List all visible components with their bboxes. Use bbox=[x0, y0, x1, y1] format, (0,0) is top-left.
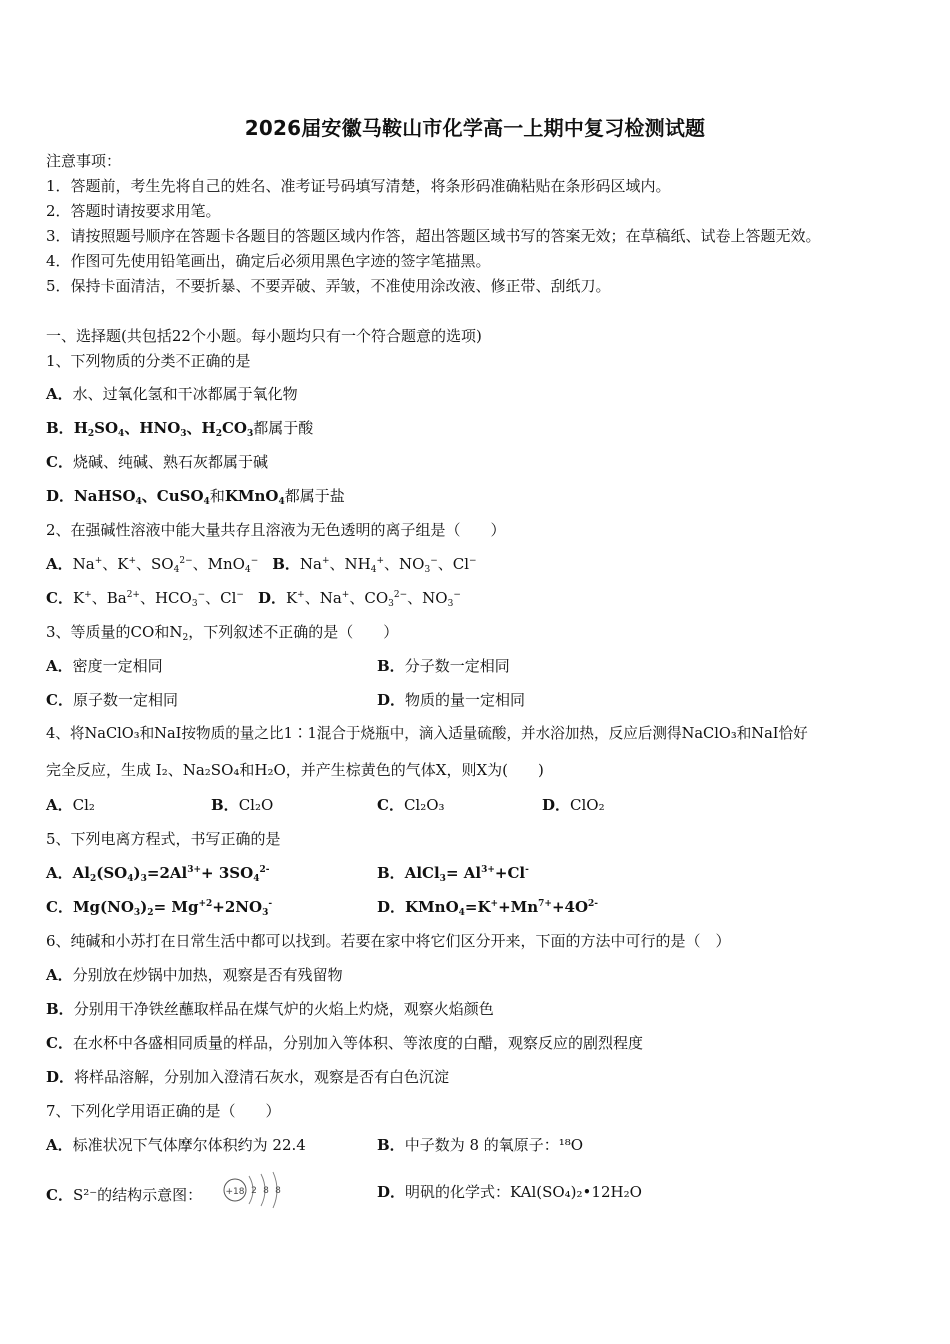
q4-option-a bbox=[46, 795, 95, 815]
q4-a-text: Cl₂ bbox=[72, 796, 95, 814]
q5-option-b bbox=[377, 863, 529, 883]
q3-d-label: D． bbox=[377, 691, 406, 709]
q6-option-a bbox=[46, 965, 343, 985]
q7-option-c bbox=[46, 1182, 287, 1210]
exam-title: 2026届安徽马鞍山市化学高一上期中复习检测试题 bbox=[244, 116, 706, 140]
q1-b-formula: $H_2SO_4$、$HNO_3$、$H_2CO_3$ bbox=[73, 419, 254, 439]
q5-b-text: AlCl$_3$= $Al^{3+}+Cl^-$ bbox=[404, 864, 529, 884]
q3-stem-pre: 3、等质量的CO和N bbox=[46, 623, 183, 641]
q3-b-text: 分子数一定相同 bbox=[404, 657, 510, 675]
q1-d-formula-2: KMnO$_4$ bbox=[224, 487, 285, 507]
q7-b-label: B． bbox=[377, 1136, 405, 1154]
q5-d-label: D． bbox=[377, 898, 406, 916]
q3-a-label: A． bbox=[46, 657, 73, 675]
q5-stem: 5、下列电离方程式，书写正确的是 bbox=[46, 830, 281, 848]
q4-option-c bbox=[377, 795, 445, 815]
q4-b-text: Cl₂O bbox=[238, 796, 274, 814]
q4-stem-line-2: 完全反应，生成 I₂、Na₂SO₄和H₂O，并产生棕黄色的气体X，则X为( ) bbox=[46, 761, 544, 779]
q2-stem: 2、在强碱性溶液中能大量共存且溶液为无色透明的离子组是（ ） bbox=[46, 521, 506, 539]
q1-b-label: B． bbox=[46, 419, 74, 437]
q7-d-text: 明矾的化学式：KAl(SO₄)₂•12H₂O bbox=[405, 1183, 642, 1201]
q2-options-ab bbox=[46, 554, 477, 574]
q3-option-b bbox=[377, 656, 510, 676]
q6-option-c bbox=[46, 1033, 643, 1053]
q1-c-label: C． bbox=[46, 453, 73, 471]
q1-option-c bbox=[46, 452, 268, 472]
q4-option-b bbox=[211, 795, 273, 815]
q2-d-text: K+、Na+、$CO_3^{2-}$、$NO_3^-$ bbox=[285, 589, 461, 609]
notice-item-5: 5．保持卡面清洁，不要折暴、不要弄破、弄皱，不准使用涂改液、修正带、刮纸刀。 bbox=[46, 277, 611, 295]
q6-b-label: B． bbox=[46, 1000, 74, 1018]
q6-a-text: 分别放在炒锅中加热，观察是否有残留物 bbox=[72, 966, 343, 984]
shell-electrons-3: 8 bbox=[275, 1186, 281, 1196]
q4-d-label: D． bbox=[542, 796, 571, 814]
q2-a-label: A． bbox=[46, 555, 73, 573]
q6-a-label: A． bbox=[46, 966, 73, 984]
notice-header: 注意事项： bbox=[46, 152, 122, 170]
q1-option-d bbox=[46, 486, 345, 506]
sulfide-ion-structure-diagram bbox=[221, 1170, 287, 1210]
q2-c-label: C． bbox=[46, 589, 73, 607]
q3-option-a bbox=[46, 656, 163, 676]
q7-d-label: D． bbox=[377, 1183, 406, 1201]
q7-a-text: 标准状况下气体摩尔体积约为 22.4 bbox=[72, 1136, 306, 1154]
q1-stem: 1、下列物质的分类不正确的是 bbox=[46, 352, 251, 370]
q5-c-label: C． bbox=[46, 898, 73, 916]
q2-b-text: Na+、$NH_4^+$、$NO_3^-$、Cl− bbox=[299, 555, 477, 575]
notice-item-2: 2．答题时请按要求用笔。 bbox=[46, 202, 221, 220]
q1-option-a bbox=[46, 384, 298, 404]
q4-c-text: Cl₂O₃ bbox=[403, 796, 445, 814]
section-header: 一、选择题(共包括22个小题。每小题均只有一个符合题意的选项) bbox=[46, 327, 482, 345]
q7-option-a bbox=[46, 1135, 306, 1155]
q7-b-text: 中子数为 8 的氧原子：¹⁸O bbox=[404, 1136, 584, 1154]
q5-d-text: $KMnO_4=K^++Mn^{7+}+4O^{2-}$ bbox=[405, 898, 599, 918]
q2-options-cd bbox=[46, 588, 461, 608]
q7-stem: 7、下列化学用语正确的是（ ） bbox=[46, 1102, 281, 1120]
q1-a-label: A． bbox=[46, 385, 73, 403]
q4-stem-line-1: 4、将NaClO₃和NaI按物质的量之比1∶1混合于烧瓶中，滴入适量硫酸，并水浴加热，反应后测得NaClO₃和NaI恰好 bbox=[46, 725, 808, 742]
q1-d-mid: 和 bbox=[209, 487, 225, 505]
notice-item-4: 4．作图可先使用铅笔画出，确定后必须用黑色字迹的签字笔描黑。 bbox=[46, 252, 491, 270]
q5-c-text: $Mg(NO_3)_2= Mg^{+2}+2NO_3^-$ bbox=[72, 898, 273, 918]
q7-option-b bbox=[377, 1135, 583, 1155]
q1-d-label: D． bbox=[46, 487, 75, 505]
q6-option-b bbox=[46, 999, 494, 1019]
q1-c-text: 烧碱、纯碱、熟石灰都属于碱 bbox=[72, 453, 268, 471]
q4-option-d bbox=[542, 795, 605, 815]
q6-c-text: 在水杯中各盛相同质量的样品，分别加入等体积、等浓度的白醋，观察反应的剧烈程度 bbox=[72, 1034, 643, 1052]
notice-item-3: 3．请按照题号顺序在答题卡各题目的答题区域内作答，超出答题区域书写的答案无效；在草稿纸、试卷上答题无效。 bbox=[46, 227, 821, 245]
q2-d-label: D． bbox=[257, 589, 286, 607]
q1-a-text: 水、过氧化氢和干冰都属于氧化物 bbox=[72, 385, 298, 403]
nucleus-charge: +18 bbox=[225, 1187, 245, 1197]
q1-d-formula: NaHSO$_4$、CuSO$_4$ bbox=[74, 487, 210, 507]
q6-d-text: 将样品溶解，分别加入澄清石灰水，观察是否有白色沉淀 bbox=[74, 1068, 450, 1086]
q6-option-d bbox=[46, 1067, 449, 1087]
q5-a-label: A． bbox=[46, 864, 73, 882]
q4-b-label: B． bbox=[211, 796, 239, 814]
q6-stem: 6、纯碱和小苏打在日常生活中都可以找到。若要在家中将它们区分开来，下面的方法中可行的是（ ） bbox=[46, 932, 731, 950]
q1-d-tail: 都属于盐 bbox=[284, 487, 345, 505]
q2-a-text: Na+、K+、$SO_4^{2-}$、MnO$_4$− bbox=[72, 555, 259, 575]
q6-d-label: D． bbox=[46, 1068, 75, 1086]
q3-b-label: B． bbox=[377, 657, 405, 675]
q7-c-label: C． bbox=[46, 1186, 73, 1204]
q7-c-text: S²⁻的结构示意图： bbox=[72, 1186, 203, 1204]
q3-c-text: 原子数一定相同 bbox=[72, 691, 178, 709]
q3-stem-post: ，下列叙述不正确的是（ ） bbox=[188, 623, 399, 641]
q3-c-label: C． bbox=[46, 691, 73, 709]
q4-a-label: A． bbox=[46, 796, 73, 814]
shell-electrons-2: 8 bbox=[263, 1186, 269, 1196]
q3-stem: 3、等质量的CO和$N_2$，下列叙述不正确的是（ ） bbox=[46, 623, 399, 643]
q1-b-tail: 都属于酸 bbox=[253, 419, 314, 437]
q3-d-text: 物质的量一定相同 bbox=[405, 691, 526, 709]
shell-electrons-1: 2 bbox=[251, 1186, 257, 1196]
q6-c-label: C． bbox=[46, 1034, 73, 1052]
q4-d-text: ClO₂ bbox=[570, 796, 605, 814]
q6-b-text: 分别用干净铁丝蘸取样品在煤气炉的火焰上灼烧，观察火焰颜色 bbox=[73, 1000, 494, 1018]
q5-a-text: $Al_2(SO_4)_3=2Al^{3+}+ 3SO_4^{2-}$ bbox=[72, 864, 270, 884]
q4-c-label: C． bbox=[377, 796, 404, 814]
q5-option-a bbox=[46, 863, 269, 883]
q5-b-label: B． bbox=[377, 864, 405, 882]
q5-option-c bbox=[46, 897, 272, 917]
q3-option-d bbox=[377, 690, 525, 710]
q2-c-text: K+、$Ba^{2+}$、$HCO_3^-$、Cl− bbox=[72, 589, 244, 609]
q3-a-text: 密度一定相同 bbox=[72, 657, 163, 675]
notice-item-1: 1．答题前，考生先将自己的姓名、准考证号码填写清楚，将条形码准确粘贴在条形码区域内。 bbox=[46, 177, 671, 195]
q5-option-d bbox=[377, 897, 598, 917]
q1-option-b bbox=[46, 418, 313, 438]
q2-b-label: B． bbox=[272, 555, 300, 573]
q3-option-c bbox=[46, 690, 178, 710]
q7-option-d bbox=[377, 1182, 642, 1202]
q7-a-label: A． bbox=[46, 1136, 73, 1154]
